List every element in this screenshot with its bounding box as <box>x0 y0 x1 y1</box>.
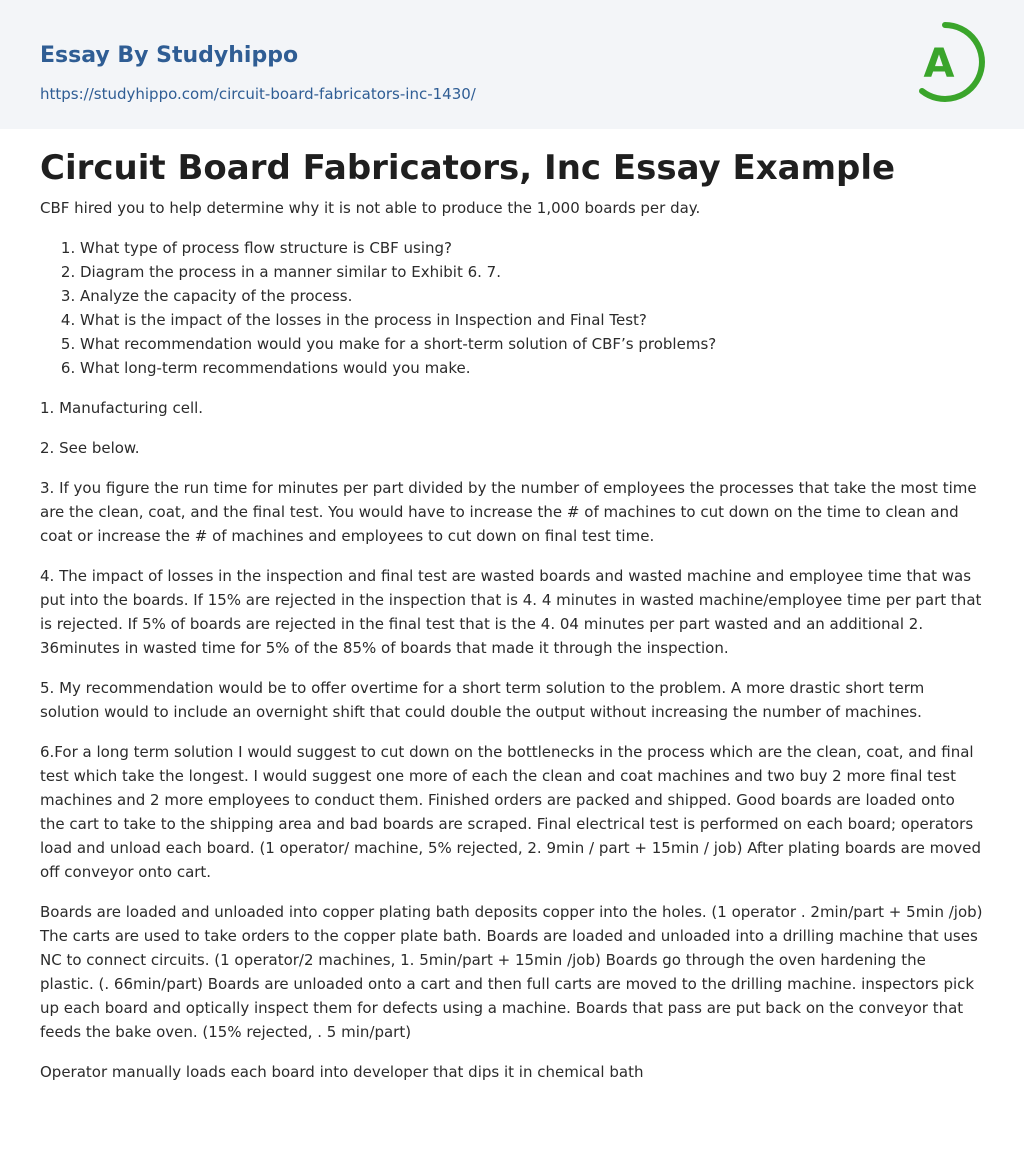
question-item: 5. What recommendation would you make for a short-term solution of CBF’s problems? <box>80 332 984 356</box>
page-title: Circuit Board Fabricators, Inc Essay Example <box>40 148 896 188</box>
question-item: 1. What type of process flow structure is CBF using? <box>80 236 984 260</box>
answer-paragraph: 5. My recommendation would be to offer overtime for a short term solution to the problem. A more drastic short term solution would to include an overnight shift that could double the output without increasing the number of machines. <box>40 679 925 721</box>
answer-paragraph: 6.For a long term solution I would suggest to cut down on the bottlenecks in the process which are the clean, coat, and final test which take the longest. I would suggest one more of each the clean and coat machines and two buy 2 more final test machines and 2 more employees to conduct them. Finished orders are packed and shipped. Good boards are loaded onto the cart to take to the shipping area and bad boards are scraped. Final electrical test is performed on each board; operators load and unload each board. (1 operator/ machine, 5% rejected, 2. 9min / part + 15min / job) After plating boards are moved off conveyor onto cart. <box>40 743 982 881</box>
site-brand[interactable]: Essay By Studyhippo <box>40 43 299 68</box>
answer-paragraph: Operator manually loads each board into developer that dips it in chemical bath <box>40 1063 644 1081</box>
studyhippo-logo-icon[interactable] <box>912 19 986 105</box>
question-item: 6. What long-term recommendations would you make. <box>80 356 984 380</box>
essay-body <box>40 196 984 1100</box>
answer-paragraph: 3. If you figure the run time for minutes per part divided by the number of employees the processes that take the most time are the clean, coat, and the final test. You would have to increase the # of machines to cut down on the time to clean and coat or increase the # of machines and employees to cut down on final test time. <box>40 479 977 545</box>
questions-list <box>40 236 984 380</box>
answer-paragraph: 2. See below. <box>40 439 140 457</box>
intro-paragraph: CBF hired you to help determine why it is not able to produce the 1,000 boards per day. <box>40 199 701 217</box>
essay-url-link[interactable]: https://studyhippo.com/circuit-board-fabricators-inc-1430/ <box>40 85 476 103</box>
answer-paragraph: 4. The impact of losses in the inspection and final test are wasted boards and wasted machine and employee time that was put into the boards. If 15% are rejected in the inspection that is 4. 4 minutes in wasted machine/employee time per part that is rejected. If 5% of boards are rejected in the final test that is the 4. 04 minutes per part wasted and an additional 2. 36minutes in wasted time for 5% of the 85% of boards that made it through the inspection. <box>40 567 982 657</box>
answer-paragraph: Boards are loaded and unloaded into copper plating bath deposits copper into the holes. (1 operator . 2min/part + 5min /job) The carts are used to take orders to the copper plate bath. Boards are loaded and unloaded into a drilling machine that uses NC to connect circuits. (1 operator/2 machines, 1. 5min/part + 15min /job) Boards go through the oven hardening the plastic. (. 66min/part) Boards are unloaded onto a cart and then full carts are moved to the drilling machine. inspectors pick up each board and optically inspect them for defects using a machine. Boards that pass are put back on the conveyor that feeds the bake oven. (15% rejected, . 5 min/part) <box>40 903 983 1041</box>
answer-paragraph: 1. Manufacturing cell. <box>40 399 204 417</box>
question-item: 3. Analyze the capacity of the process. <box>80 284 984 308</box>
question-item: 2. Diagram the process in a manner similar to Exhibit 6. 7. <box>80 260 984 284</box>
question-item: 4. What is the impact of the losses in the process in Inspection and Final Test? <box>80 308 984 332</box>
logo-letter: A <box>923 41 955 87</box>
